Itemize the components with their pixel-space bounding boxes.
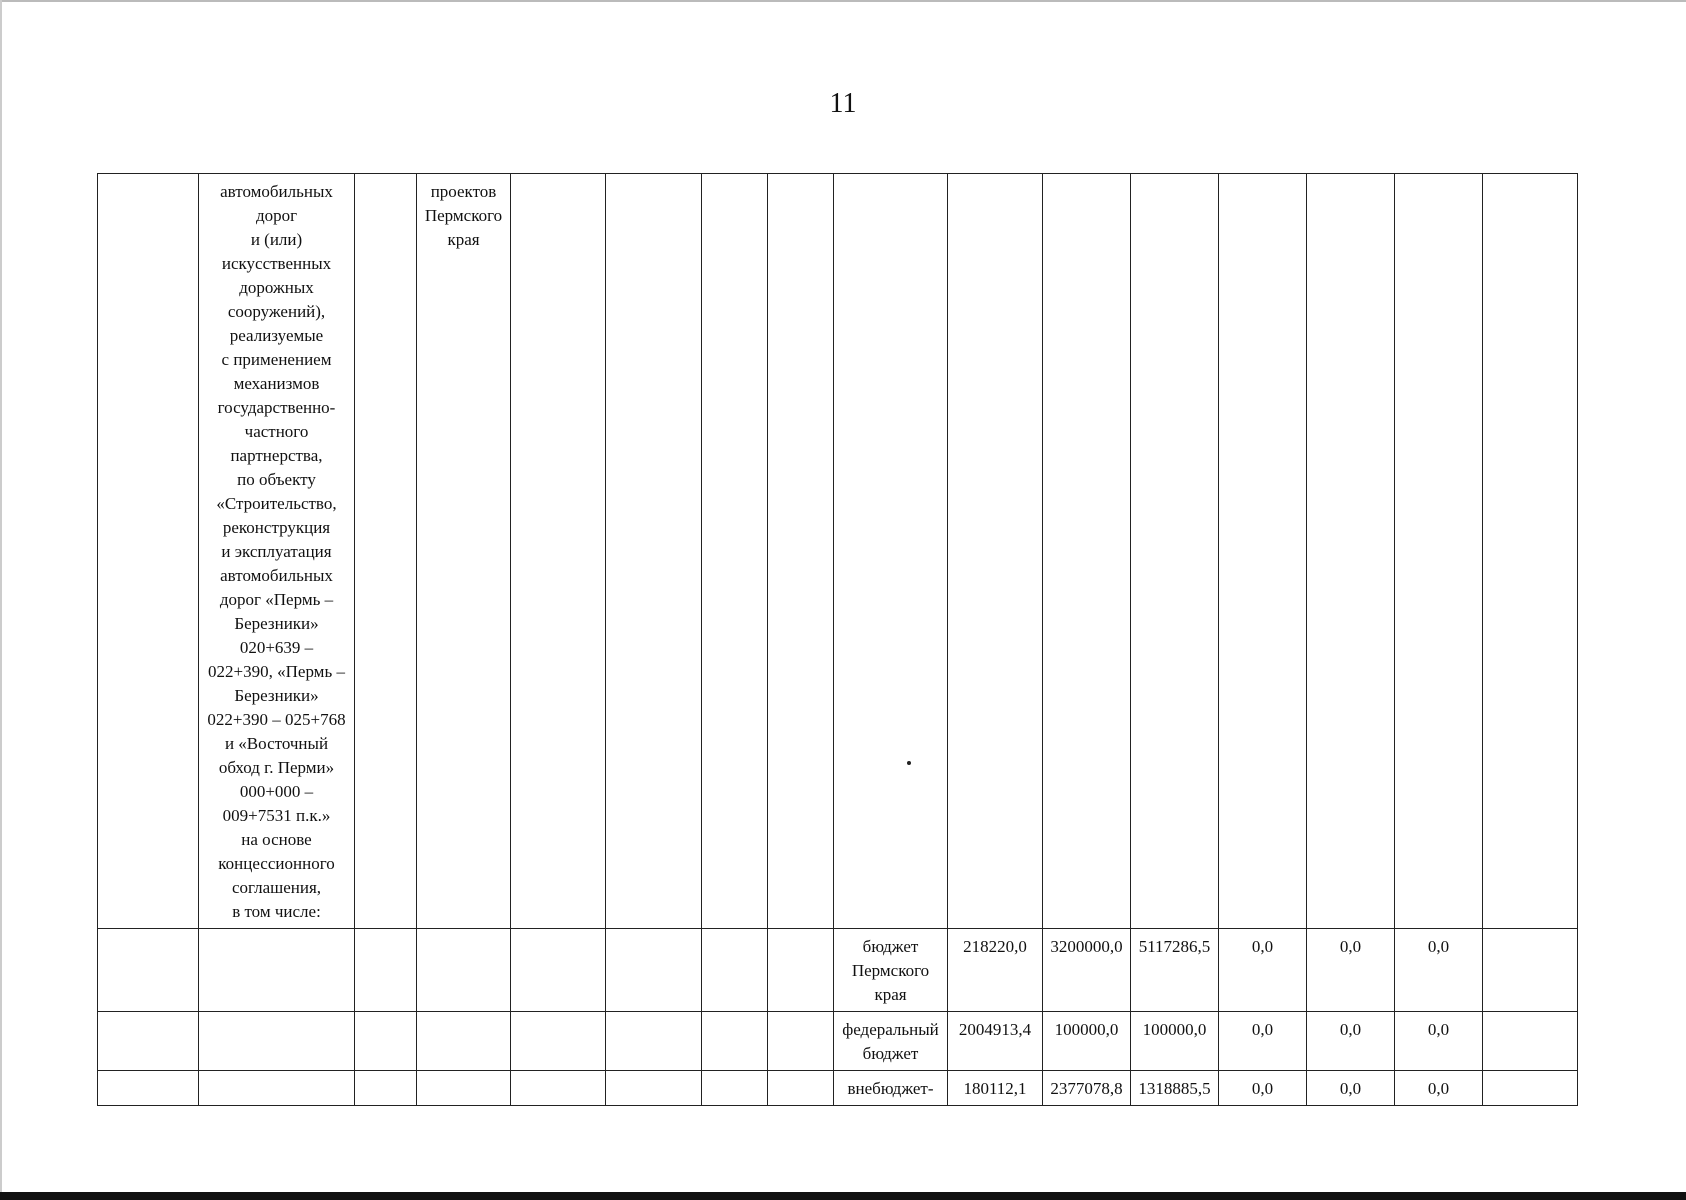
- cell-empty: [511, 1071, 606, 1106]
- cell-value: 0,0: [1219, 1012, 1307, 1071]
- page-number: 11: [829, 88, 857, 119]
- cell-empty: [355, 929, 417, 1012]
- cell-empty: [768, 929, 834, 1012]
- cell-empty: [355, 1071, 417, 1106]
- cell-empty: [355, 1012, 417, 1071]
- scan-edge-bottom: [0, 1192, 1686, 1200]
- cell-empty: [768, 1012, 834, 1071]
- cell-empty: [511, 174, 606, 929]
- cell-empty: [1483, 174, 1578, 929]
- scan-speck: [907, 761, 911, 765]
- cell-value: [1131, 174, 1219, 929]
- cell-description: автомобильных дорог и (или) искусственных дорожных сооружений), реализуемые с применением механизмов государственно- частного партнерства, по объекту «Строительство, реконструкция и эксплуатация автомобильных дорог «Пермь – Березники» 020+639 – 022+390, «Пермь – Березники» 022+390 – 025+768 и «Восточный обход г. Перми» 000+000 – 009+7531 п.к.» на основе концессионного соглашения, в том числе:: [199, 174, 355, 929]
- cell-empty: [1483, 1071, 1578, 1106]
- cell-value: 100000,0: [1043, 1012, 1131, 1071]
- cell-value: 0,0: [1219, 1071, 1307, 1106]
- cell-value: 0,0: [1219, 929, 1307, 1012]
- cell-empty: [98, 929, 199, 1012]
- cell-value: 0,0: [1395, 1012, 1483, 1071]
- cell-empty: [417, 1012, 511, 1071]
- cell-value: 218220,0: [948, 929, 1043, 1012]
- cell-value: 0,0: [1307, 1071, 1395, 1106]
- cell-value: 0,0: [1307, 929, 1395, 1012]
- table-row-main: [98, 174, 1578, 929]
- table-row-funding: [98, 1012, 1578, 1071]
- cell-value: [1307, 174, 1395, 929]
- cell-empty: [606, 1012, 702, 1071]
- cell-empty: [511, 1012, 606, 1071]
- cell-empty: [417, 1071, 511, 1106]
- cell-empty: [702, 1071, 768, 1106]
- cell-empty: [199, 929, 355, 1012]
- cell-empty: [98, 1071, 199, 1106]
- cell-empty: [199, 1012, 355, 1071]
- cell-value: 180112,1: [948, 1071, 1043, 1106]
- cell-empty: [702, 174, 768, 929]
- cell-funding-source: внебюджет-: [834, 1071, 948, 1106]
- cell-empty: [98, 1012, 199, 1071]
- cell-value: 0,0: [1307, 1012, 1395, 1071]
- cell-number: [98, 174, 199, 929]
- cell-value: 5117286,5: [1131, 929, 1219, 1012]
- cell-value: 2004913,4: [948, 1012, 1043, 1071]
- cell-empty: [606, 929, 702, 1012]
- cell-funding-source: федеральный бюджет: [834, 1012, 948, 1071]
- cell-empty: [199, 1071, 355, 1106]
- cell-value: 100000,0: [1131, 1012, 1219, 1071]
- cell-executor: проектов Пермского края: [417, 174, 511, 929]
- table-row-funding: [98, 1071, 1578, 1106]
- cell-empty: [768, 174, 834, 929]
- cell-value: 3200000,0: [1043, 929, 1131, 1012]
- cell-empty: [1483, 1012, 1578, 1071]
- cell-empty: [606, 1071, 702, 1106]
- cell-value: 0,0: [1395, 929, 1483, 1012]
- cell-empty: [511, 929, 606, 1012]
- cell-value: 2377078,8: [1043, 1071, 1131, 1106]
- cell-funding-source: бюджет Пермского края: [834, 929, 948, 1012]
- cell-value: 0,0: [1395, 1071, 1483, 1106]
- cell-empty: [702, 1012, 768, 1071]
- scan-edge-top: [0, 0, 1686, 2]
- cell-empty: [768, 1071, 834, 1106]
- cell-value: [948, 174, 1043, 929]
- cell-empty: [355, 174, 417, 929]
- cell-value: [1219, 174, 1307, 929]
- scan-edge-left: [0, 0, 2, 1200]
- cell-value: [1043, 174, 1131, 929]
- cell-source: [834, 174, 948, 929]
- cell-value: [1395, 174, 1483, 929]
- cell-value: 1318885,5: [1131, 1071, 1219, 1106]
- table-row-funding: [98, 929, 1578, 1012]
- program-table: [97, 173, 1578, 1106]
- cell-empty: [1483, 929, 1578, 1012]
- cell-empty: [702, 929, 768, 1012]
- cell-empty: [606, 174, 702, 929]
- cell-empty: [417, 929, 511, 1012]
